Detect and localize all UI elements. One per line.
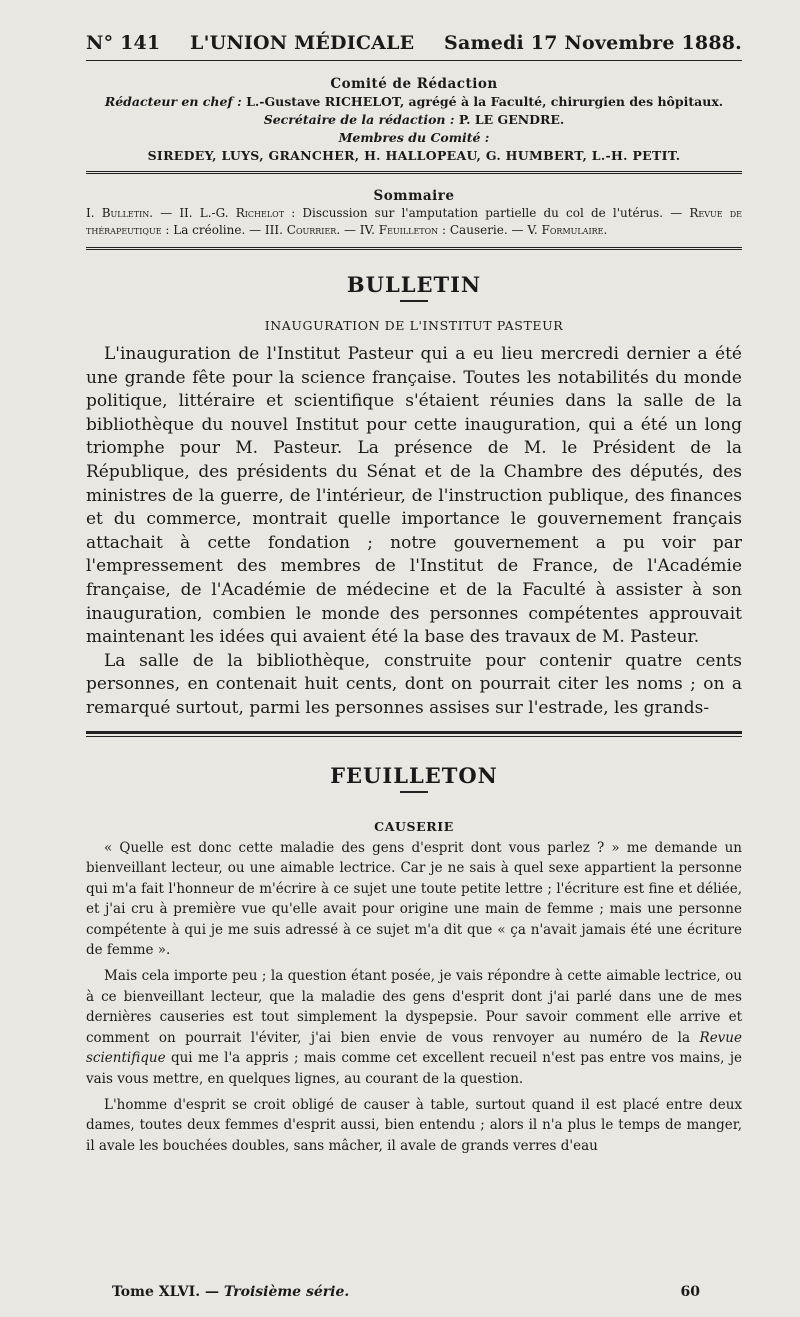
secretary-line — [86, 111, 742, 129]
committee-heading: Comité de Rédaction — [330, 76, 498, 92]
journal-title: L'UNION MÉDICALE — [190, 32, 415, 54]
contents-item-feuilleton: Feuilleton — [378, 223, 439, 237]
feuilleton-separator — [86, 731, 742, 737]
feuilleton-paragraph: « Quelle est donc cette maladie des gens d'esprit dont vous parlez ? » me demande un bienveillant lecteur, ou une aimable lectrice. Car je ne sais à quel sexe appartient la personne qui m'a fait l'honneur de m'écrire à ce sujet une toute petite lettre ; l'écriture est fine et déliée, et j'ai cru à première vue qu'elle avait pour origine une main de femme ; mais une personne compétente à qui je me suis adressé à ce sujet m'a dit que « ça n'avait jamais été une écriture de femme ». — [86, 839, 742, 959]
bulletin-title: BULLETIN — [346, 272, 482, 297]
bulletin-subhead: INAUGURATION DE L'INSTITUT PASTEUR — [264, 318, 564, 333]
editorial-committee — [86, 61, 742, 171]
secretary-label: Secrétaire de la rédaction : — [263, 112, 455, 127]
table-of-contents — [86, 174, 742, 247]
contents-text — [86, 205, 742, 239]
bulletin-title-rule — [400, 300, 428, 302]
contents-item-text: : Causerie. — V. — [442, 223, 538, 237]
bulletin-paragraph: L'inauguration de l'Institut Pasteur qui a eu lieu mercredi dernier a été une grande fête pour la science française. Toutes les notabilités du monde politique, littéraire et scientifique s'étaient réunies dans la salle de la bibliothèque du nouvel Institut pour cette inauguration, qui a été un long triomphe pour M. Pasteur. La présence de M. le Président de la République, des présidents du Sénat et de la Chambre des députés, des ministres de la guerre, de l'intérieur, de l'instruction publique, des finances et du commerce, montrait quelle importance le gouvernement français attachait à cette fondation ; notre gouvernement a pu voir par l'empressement des membres de l'Institut de France, de l'Académie française, de l'Académie de médecine et de la Faculté à assister à son inauguration, combien le monde des personnes compétentes approuvait maintenant les idées qui avaient été la base des travaux de M. Pasteur. — [86, 344, 742, 648]
contents-item-number: — II. — [160, 206, 193, 220]
committee-members: SIREDEY, LUYS, GRANCHER, H. HALLOPEAU, G. HUMBERT, L.-H. PETIT. — [147, 148, 681, 163]
contents-item-number: I. — [86, 206, 95, 220]
feuilleton-text: qui me l'a appris ; mais comme cet excellent recueil n'est pas entre vos mains, je vais vous mettre, en quelques lignes, au courant de la question. — [86, 1050, 742, 1088]
series-label: Troisième série. — [223, 1284, 350, 1300]
revue-scientifique-title: Revue scientifique — [86, 1029, 742, 1067]
contents-item-bulletin: Bulletin. — [101, 206, 154, 220]
feuilleton-subhead: CAUSERIE — [374, 818, 454, 834]
contents-item-formulaire: Formulaire. — [541, 223, 608, 237]
feuilleton-body — [86, 838, 742, 1157]
feuilleton-title: FEUILLETON — [330, 762, 498, 788]
feuilleton-paragraph — [86, 966, 742, 1090]
bulletin-paragraph: La salle de la bibliothèque, construite pour contenir quatre cents personnes, en contenait huit cents, dont on pourrait citer les noms ; on a remarqué surtout, parmi les personnes assises sur l'estrade, les grands- — [86, 650, 742, 718]
chief-editor: L.-Gustave RICHELOT, agrégé à la Faculté, chirurgien des hôpitaux. — [246, 94, 724, 109]
contents-item-number: — IV. — [343, 223, 375, 237]
volume-info — [112, 1284, 349, 1300]
contents-item-text: : La créoline. — III. — [165, 223, 283, 237]
contents-item-courrier: Courrier. — [286, 223, 341, 237]
bulletin-body — [86, 343, 742, 721]
chief-editor-label: Rédacteur en chef : — [104, 94, 242, 109]
issue-number: N° 141 — [86, 32, 161, 54]
members-label: Membres du Comité : — [338, 130, 490, 145]
feuilleton-text: Mais cela importe peu ; la question étant posée, je vais répondre à cette aimable lectrice, ou à ce bienveillant lecteur, que la maladie des gens d'esprit dont j'ai parlé dans une de mes dernières causeries est tout simplement la dyspepsie. Pour savoir comment elle arrive et comment on pourrait l'éviter, j'ai bien envie de vous renvoyer au numéro de la — [86, 968, 742, 1046]
feuilleton-title-rule — [400, 791, 428, 793]
chief-editor-line — [86, 93, 742, 111]
secretary: P. LE GENDRE. — [458, 112, 565, 127]
contents-rule — [86, 247, 742, 250]
feuilleton-paragraph: L'homme d'esprit se croit obligé de causer à table, surtout quand il est placé entre deux dames, toutes deux femmes d'esprit aussi, bien entendu ; alors il n'a plus le temps de manger, il avale les bouchées doubles, sans mâcher, il avale de grands verres d'eau — [86, 1096, 742, 1154]
page-footer — [112, 1284, 700, 1300]
issue-date: Samedi 17 Novembre 1888. — [444, 32, 742, 54]
contents-item-revue: Revue de thérapeutique — [86, 206, 742, 237]
contents-item-text: : Discussion sur l'amputation partielle du col de l'utérus. — — [291, 206, 683, 220]
page-number: 60 — [680, 1284, 700, 1300]
contents-heading: Sommaire — [373, 188, 455, 204]
page-header — [86, 32, 742, 60]
contents-item-author: L.-G. Richelot — [199, 206, 285, 220]
volume-number: Tome XLVI. — — [112, 1284, 219, 1300]
